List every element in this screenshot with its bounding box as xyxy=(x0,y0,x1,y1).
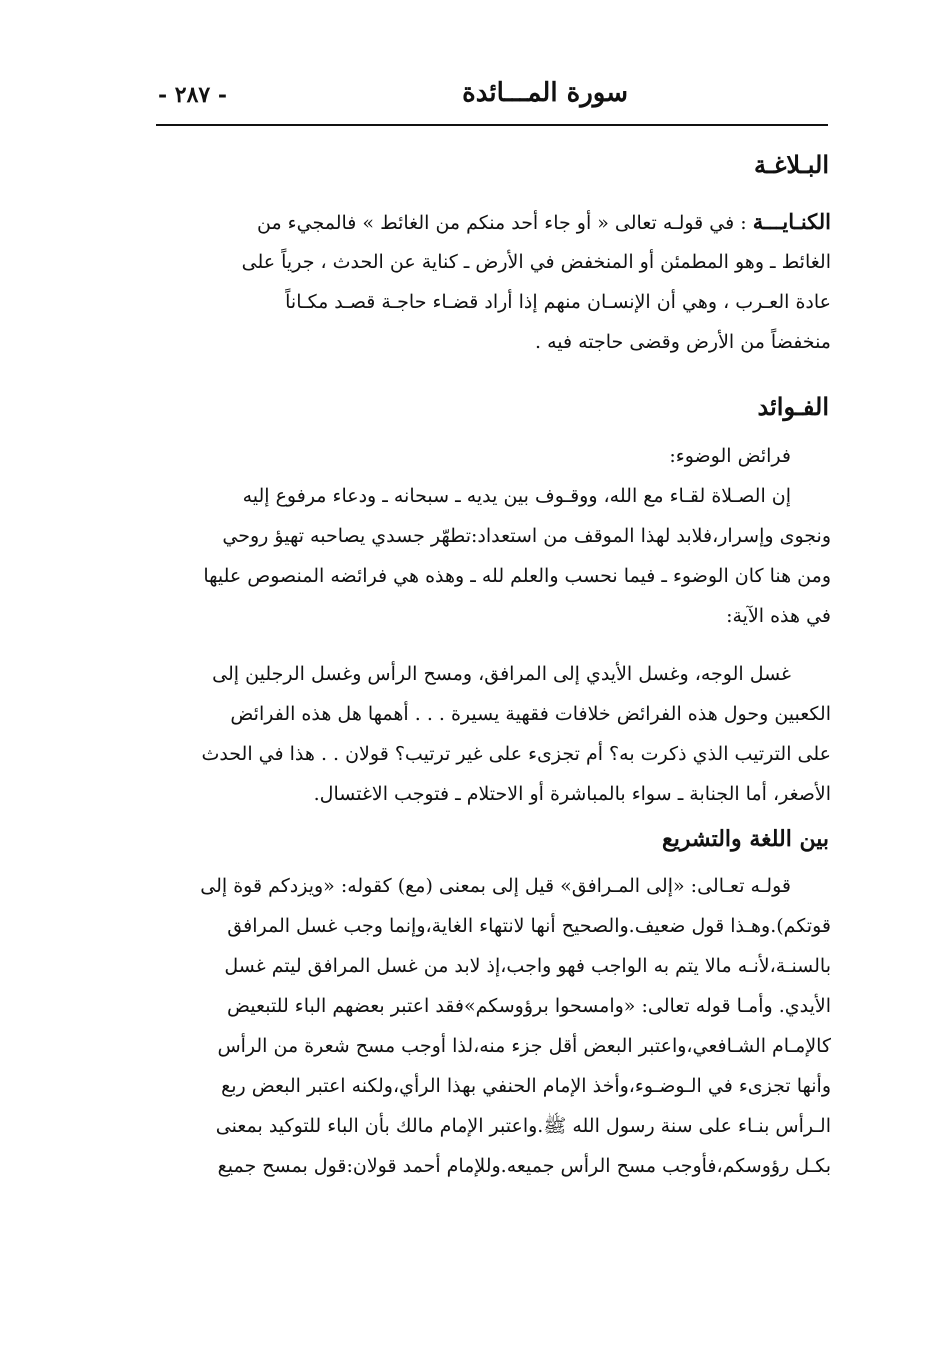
text-line: غسل الوجه، وغسل الأيدي إلى المرافق، ومسح الرأس وغسل الرجلين إلى xyxy=(212,663,791,685)
text-line: منخفضاً من الأرض وقضى حاجته فيه . xyxy=(534,331,831,353)
text-line: الأيدي. وأمـا قوله تعالى: «وامسحوا برؤوسكم»فقد اعتبر بعضهم الباء للتبعيض xyxy=(227,995,831,1017)
balagha-heading: البـلاغـة xyxy=(753,150,829,179)
kinaya-text: : في قولـه تعالى « أو جاء أحد منكم من الغائط » فالمجيء من xyxy=(257,212,753,234)
text-line: كالإمـام الشـافعي،واعتبر البعض أقل جزء منه،لذا أوجب مسح شعرة من الرأس xyxy=(217,1035,831,1057)
text-line: في هذه الآية: xyxy=(726,605,831,627)
fawaid-heading: الفـوائد xyxy=(757,392,829,421)
surah-title: سورة المـــائدة xyxy=(462,78,628,108)
text-line: وأنها تجزىء في الـوضـوء،وأخذ الإمام الحنفي بهذا الرأي،ولكنه اعتبر البعض ربع xyxy=(221,1075,831,1097)
header-divider xyxy=(156,124,828,126)
lugha-paragraph xyxy=(138,866,831,1186)
text-line: فرائض الوضوء: xyxy=(669,445,791,467)
text-line: على الترتيب الذي ذكرت به؟ أم تجزىء على غير ترتيب؟ قولان . . هذا في الحدث xyxy=(201,743,831,765)
text-line: الأصغر، أما الجنابة ـ سواء بالمباشرة أو الاحتلام ـ فتوجب الاغتسال. xyxy=(313,783,831,805)
fawaid-intro xyxy=(138,436,831,476)
lugha-heading: بين اللغة والتشريع xyxy=(661,826,829,852)
fawaid-paragraph-1 xyxy=(138,476,831,636)
text-line: بالسنـة،لأنـه مالا يتم به الواجب فهو واجب،إذ لابد من غسل المرافق ليتم غسل xyxy=(224,955,831,977)
balagha-paragraph xyxy=(138,202,831,362)
text-line: الغائط ـ وهو المطمئن أو المنخفض في الأرض ـ كناية عن الحدث ، جرياً على xyxy=(241,251,831,273)
text-line: قوتكم).وهـذا قول ضعيف.والصحيح أنها لانتهاء الغاية،وإنما وجب غسل المرافق xyxy=(227,915,831,937)
page-number: - ٢٨٧ - xyxy=(158,82,228,108)
text-line: الكعبين وحول هذه الفرائض خلافات فقهية يسيرة . . . أهمها هل هذه الفرائض xyxy=(230,703,831,725)
text-line: بكـل رؤوسكم،فأوجب مسح الرأس جميعه.وللإمام أحمد قولان:قول بمسح جميع xyxy=(217,1155,831,1177)
text-line: ونجوى وإسرار،فلابد لهذا الموقف من استعداد:تطهّر جسدي يصاحبه تهيؤ روحي xyxy=(222,525,831,547)
text-line: عادة العـرب ، وهي أن الإنسـان منهم إذا أراد قضـاء حاجـة قصـد مكـاناً xyxy=(285,291,831,313)
text-line xyxy=(138,202,831,242)
text-line: الـرأس بنـاء على سنة رسول الله ﷺ.واعتبر الإمام مالك بأن الباء للتوكيد بمعنى xyxy=(215,1115,831,1137)
text-line: ومن هنا كان الوضوء ـ فيما نحسب والعلم لله ـ وهذه هي فرائضه المنصوص عليها xyxy=(203,565,831,587)
fawaid-paragraph-2 xyxy=(138,654,831,814)
text-line: قولـه تعـالى: «إلى المـرافق» قيل إلى بمعنى (مع) كقوله: «ويزدكم قوة إلى xyxy=(200,875,791,897)
kinaya-label: الكنـايـــة xyxy=(752,209,831,234)
text-line: إن الصـلاة لقـاء مع الله، ووقـوف بين يديه ـ سبحانه ـ ودعاء مرفوع إليه xyxy=(242,485,791,507)
page-header xyxy=(156,78,828,120)
